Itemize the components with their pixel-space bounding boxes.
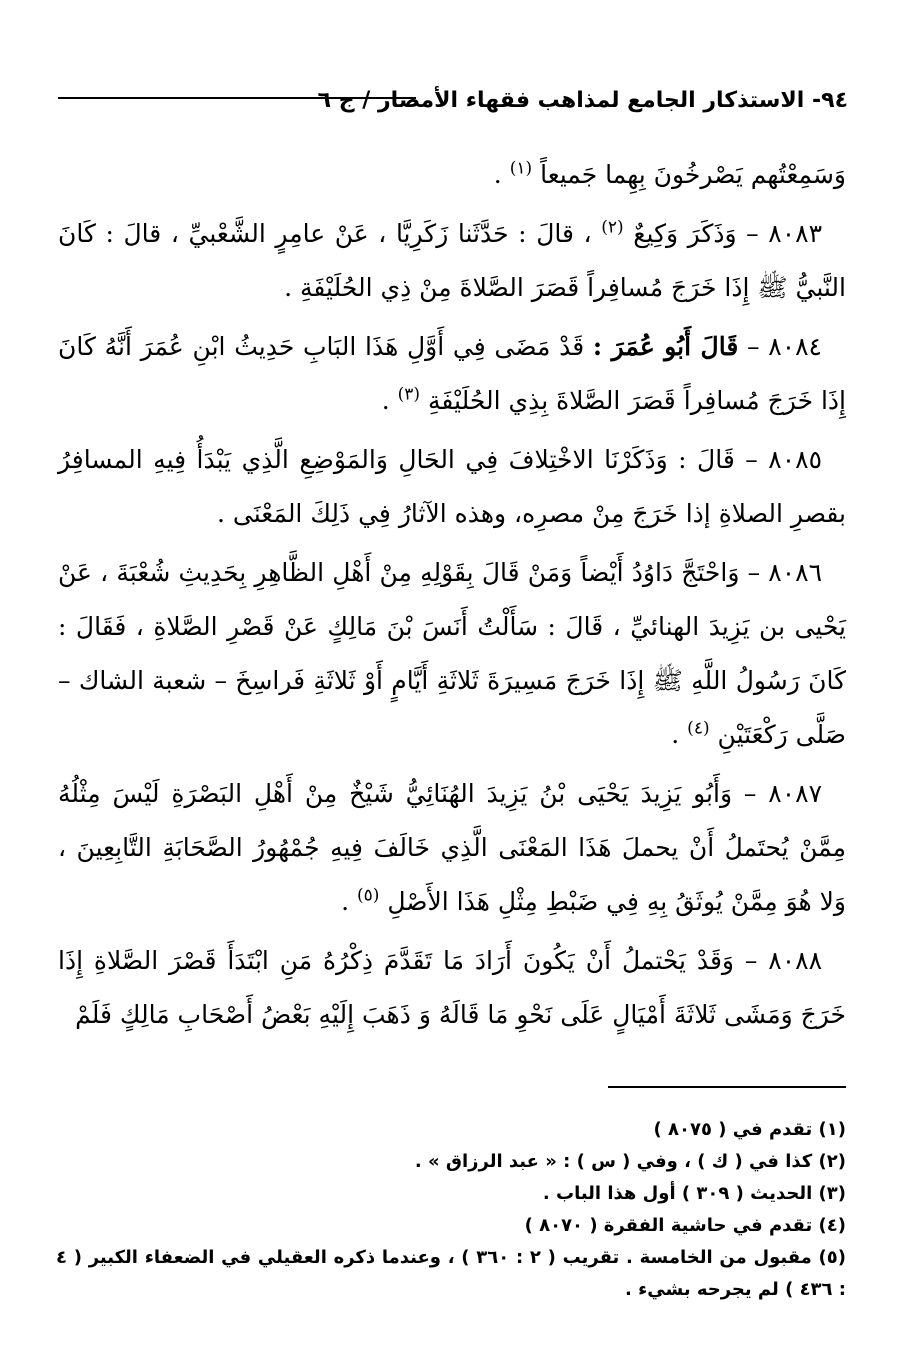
paragraph-number: ٨٠٨٨ – (744, 946, 822, 975)
paragraph-text: قَدْ مَضَى فِي أَوَّلِ هَذَا البَابِ حَدِيثُ ابْنِ عُمَرَ أَنَّهُ كَانَ إِذَا خَرَجَ مُسافِراً قَصَرَ الصَّلاةَ بِذِي الحُلَيْفَةِ (58, 332, 846, 415)
running-header (58, 84, 848, 124)
paragraph (58, 320, 846, 428)
paragraph-number: ٨٠٨٧ – (743, 779, 823, 808)
paragraph-text-after: ، قالَ : حَدَّثَنا زَكَرِيَّا ، عَنْ عامِرٍ الشَّعْبيِّ ، قالَ : كَانَ النَّبيُّ ﷺ إِذَا خَرَجَ مُسافِراً قَصَرَ الصَّلاةَ مِنْ ذِي الحُلَيْفَةِ . (58, 219, 846, 302)
footnote-ref: (٤) (687, 718, 710, 739)
footnote-rule (608, 1086, 846, 1088)
paragraph-number: ٨٠٨٤ – (747, 332, 822, 361)
paragraph-text: وَقَدْ يَحْتملُ أَنْ يَكُونَ أَرَادَ مَا تَقَدَّمَ ذِكْرُهُ مَنِ ابْتَدَأَ قَصْرَ الصَّلاةِ إِذَا خَرَجَ وَمَشَى ثَلاثَةَ أَمْيَالٍ عَلَى نَحْوِ مَا قَالَهُ وَ ذَهَبَ إِلَيْهِ بَعْضُ أَصْحَابِ مَالِكٍ فَلَمْ (58, 946, 846, 1029)
footnote-ref: (١) (509, 158, 533, 179)
paragraph (58, 767, 846, 929)
footnote: (٥) مقبول من الخامسة . تقريب ( ٢ : ٣٦٠ ) ، وعندما ذكره العقيلي في الضعفاء الكبير ( ٤ : ٤٣٦ ) لم يجرحه بشيء . (56, 1247, 846, 1300)
paragraph-text-after: . (381, 386, 398, 415)
paragraph (58, 433, 846, 541)
running-header-title: ٩٤- الاستذكار الجامع لمذاهب فقهاء الأمصار / ج ٦ (317, 88, 848, 113)
footnote: (٢) كذا في ( ك ) ، وفي ( س ) : « عبد الرزاق » . (414, 1151, 846, 1172)
footnotes (56, 1114, 846, 1306)
paragraph-text: وَسَمِعْتُهم يَصْرخُونَ بِهِما جَميعاً (540, 160, 846, 189)
footnote-ref: (٥) (356, 885, 380, 906)
paragraph-text: قَالَ : وَذَكَرْنَا الاخْتِلافَ فِي الحَالِ وَالمَوْضِعِ الَّذِي يَبْدَأُ فِيهِ المسافِرُ بقصرِ الصلاةِ إذا خَرَجَ مِنْ مصرِه، وهذه الآثارُ فِي ذَلِكَ المَعْنَى . (58, 445, 846, 528)
paragraph-text: وَأَبُو يَزِيدَ يَحْيَى بْنُ يَزِيدَ الهُنَائِيُّ شَيْخٌ مِنْ أَهْلِ البَصْرَةِ لَيْسَ مِثْلُهُ مِمَّنْ يُحتَملُ أَنْ يحملَ هَذَا المَعْنَى الَّذِي خَالَفَ فِيهِ جُمْهُورُ الصَّحَابَةِ التَّابِعِينَ ، وَلا هُوَ مِمَّنْ يُوثَقُ بِهِ فِي ضَبْطِ مِثْلِ هَذَا الأَصْلِ (58, 779, 846, 916)
paragraph-text-after: . (341, 887, 357, 916)
paragraph (58, 207, 846, 315)
paragraph-text: وَذَكَرَ وَكِيعٌ (633, 219, 737, 248)
footnote: (٤) تقدم في حاشية الفقرة ( ٨٠٧٠ ) (524, 1215, 846, 1236)
paragraph-text: وَاحْتَجَّ دَاوُدُ أَيْضاً وَمَنْ قَالَ بِقَوْلِهِ مِنْ أَهْلِ الظَّاهِرِ بِحَدِيثِ شُعْبَةَ ، عَنْ يَحْيى بن يَزِيدَ الهنائيِّ ، قَالَ : سَأَلْتُ أَنَسَ بْنَ مَالِكٍ عَنْ قَصْرِ الصَّلاةِ ، فَقَالَ : كَانَ رَسُولُ اللَّهِ ﷺ إِذَا خَرَجَ مَسِيرَةَ ثَلاثَةِ أَيَّامٍ أَوْ ثَلاثَةِ فَراسِخَ – شعبة الشاك – صَلَّى رَكْعَتَيْنِ (58, 558, 846, 749)
header-rule (58, 97, 416, 99)
paragraph (58, 546, 846, 762)
paragraph-number: ٨٠٨٣ – (746, 219, 822, 248)
paragraph (58, 934, 846, 1042)
footnote: (١) تقدم في ( ٨٠٧٥ ) (653, 1119, 846, 1140)
paragraph-number: ٨٠٨٥ – (745, 445, 823, 474)
paragraph-speaker: قَالَ أَبُو عُمَرَ : (592, 332, 739, 361)
footnote-ref: (٢) (601, 217, 624, 238)
paragraph-text-after: . (493, 160, 510, 189)
footnote-ref: (٣) (397, 384, 421, 405)
footnote: (٣) الحديث ( ٣٠٩ ) أول هذا الباب . (542, 1183, 846, 1204)
paragraph-text-after: . (671, 720, 688, 749)
main-text (58, 148, 846, 1047)
paragraph (58, 148, 846, 202)
paragraph-number: ٨٠٨٦ – (747, 558, 822, 587)
